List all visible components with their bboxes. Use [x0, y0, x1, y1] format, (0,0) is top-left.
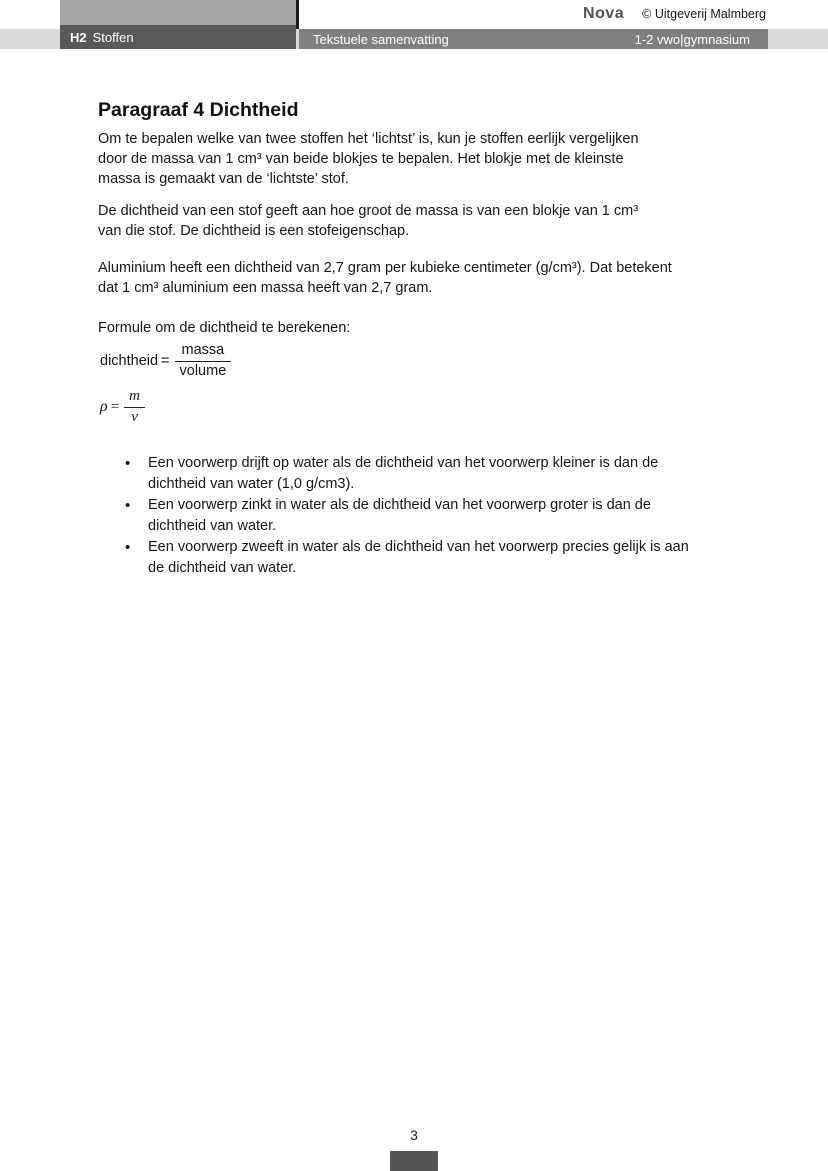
list-item	[98, 453, 760, 495]
publisher-credit: © Uitgeverij Malmberg	[642, 7, 766, 21]
chapter-bar	[60, 25, 296, 49]
chapter-title: Stoffen	[92, 29, 134, 45]
level-label: 1-2 vwo|gymnasium	[634, 31, 750, 47]
footer-tab	[390, 1151, 438, 1171]
paragraph-line: dat 1 cm³ aluminium een massa heeft van 2,7 gram.	[98, 280, 433, 296]
page-title: Paragraaf 4 Dichtheid	[98, 99, 299, 121]
paragraph-line: Om te bepalen welke van twee stoffen het ‘lichtst’ is, kun je stoffen eerlijk vergelijken	[98, 131, 639, 147]
fraction-numerator: m	[124, 387, 145, 408]
list-item-line: • Een voorwerp zweeft in water als de dichtheid van het voorwerp precies gelijk is aan	[148, 539, 689, 555]
paragraph	[98, 129, 760, 189]
list-item-line: dichtheid van water (1,0 g/cm3).	[148, 476, 355, 492]
list-item-line: de dichtheid van water.	[148, 560, 297, 576]
fraction	[175, 341, 232, 381]
nova-logo: Nova	[583, 5, 625, 22]
equals-sign: =	[110, 398, 120, 415]
paragraph-line: Aluminium heeft een dichtheid van 2,7 gram per kubieke centimeter (g/cm³). Dat betekent	[98, 260, 672, 276]
paragraph-line: door de massa van 1 cm³ van beide blokjes te bepalen. Het blokje met de kleinste	[98, 151, 624, 167]
list-item-line: dichtheid van water.	[148, 518, 277, 534]
page-number: 3	[410, 1127, 418, 1143]
paragraph	[98, 258, 760, 298]
list-item	[98, 495, 760, 537]
chapter-code: H2	[70, 29, 87, 45]
equals-sign: =	[161, 353, 170, 369]
fraction	[124, 387, 145, 427]
list-item-line: • Een voorwerp zinkt in water als de dichtheid van het voorwerp groter is dan de	[148, 497, 651, 513]
list-item	[98, 537, 760, 579]
density-formula-words	[98, 341, 760, 381]
formula-intro: Formule om de dichtheid te berekenen:	[98, 320, 351, 336]
fraction-numerator: massa	[175, 341, 232, 362]
fraction-denominator: volume	[179, 363, 227, 379]
density-rules-list	[98, 453, 760, 579]
paragraph-line: massa is gemaakt van de ‘lichtste’ stof.	[98, 171, 349, 187]
paragraph	[98, 201, 760, 241]
document-type-bar	[299, 29, 768, 49]
list-item-line: • Een voorwerp drijft op water als de dichtheid van het voorwerp kleiner is dan de	[148, 455, 659, 471]
content-area	[98, 99, 760, 579]
paragraph-line: van die stof. De dichtheid is een stofeigenschap.	[98, 223, 410, 239]
density-formula-symbols	[98, 387, 760, 427]
formula-lhs: ρ	[100, 398, 108, 415]
brand-row	[0, 5, 766, 23]
doc-type-label: Tekstuele samenvatting	[313, 31, 449, 47]
paragraph-line: De dichtheid van een stof geeft aan hoe groot de massa is van een blokje van 1 cm³	[98, 203, 639, 219]
fraction-denominator: v	[131, 409, 138, 425]
formula-lhs: dichtheid	[100, 353, 159, 369]
